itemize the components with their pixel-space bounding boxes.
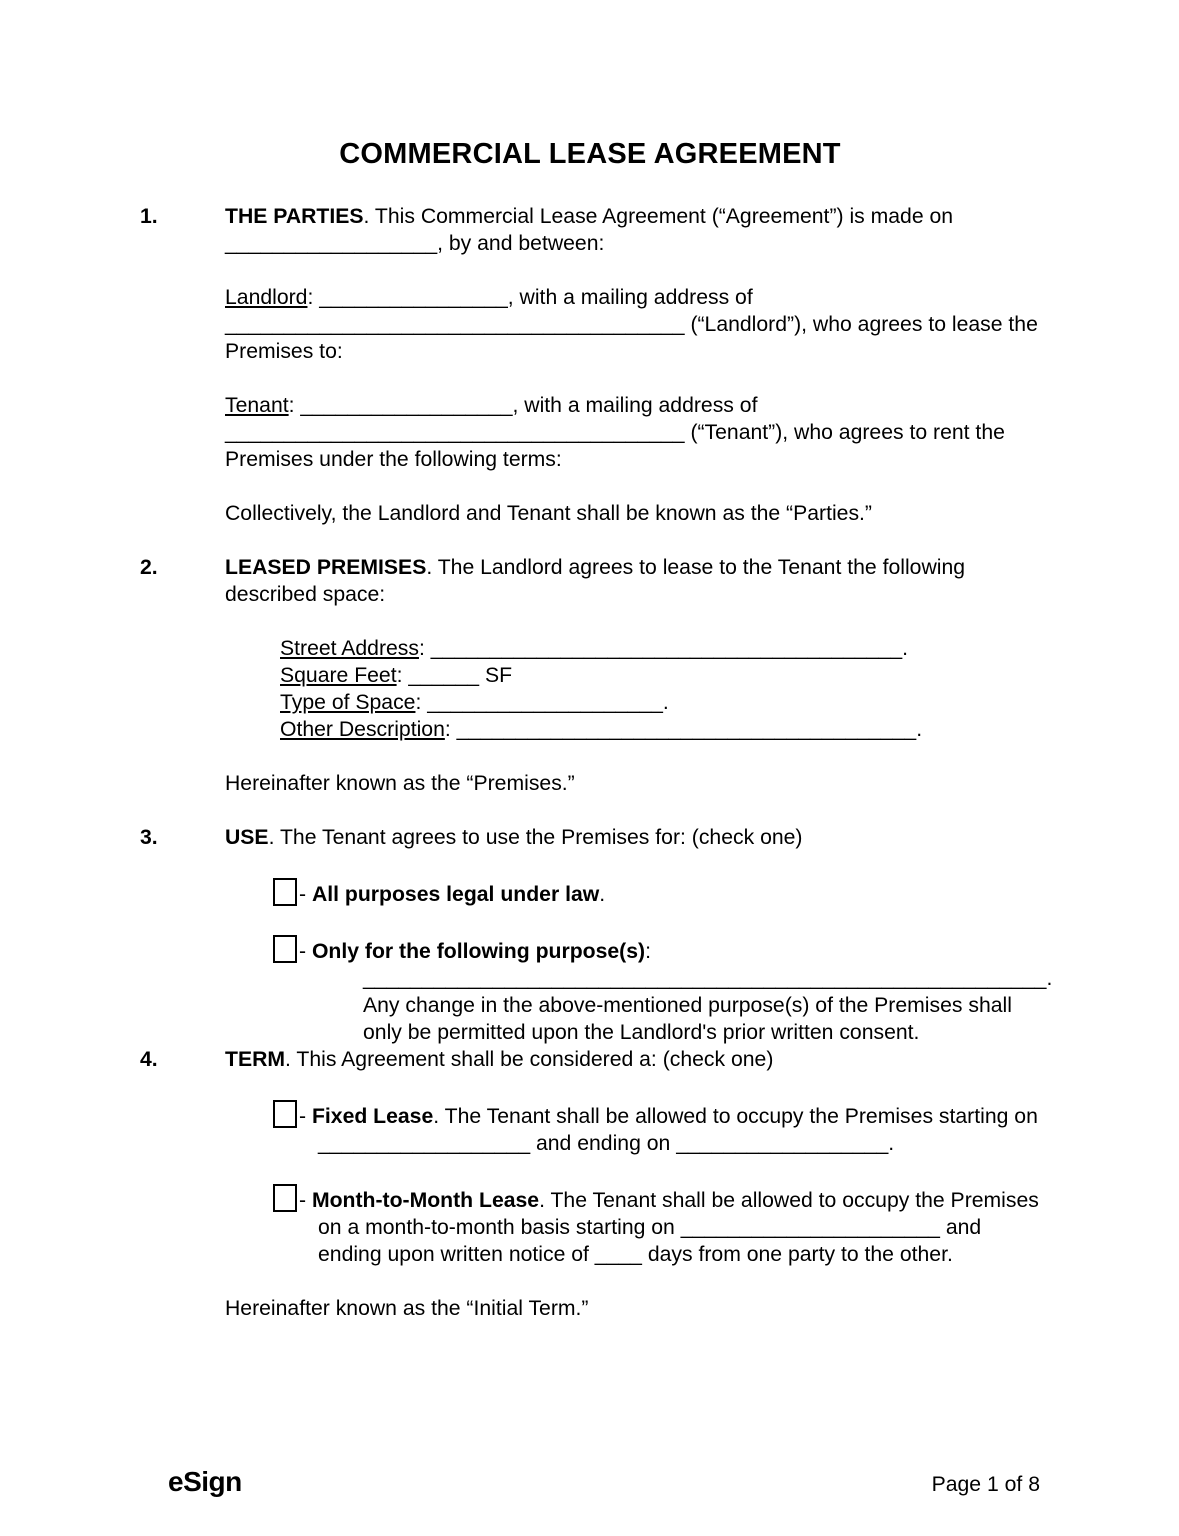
other-description-label: Other Description [280,718,445,741]
section-2-heading: LEASED PREMISES [225,556,427,579]
type-of-space-blank[interactable]: : ____________________. [415,691,669,714]
landlord-clause [225,284,1040,365]
street-address-blank[interactable]: : ________________________________________. [418,637,908,660]
section-3-intro [225,824,1040,851]
fixed-lease-text: . The Tenant shall be allowed to occupy the Premises starting on __________________ and ending on __________________. [318,1105,1038,1155]
specific-purpose-tail: : [645,940,651,963]
type-of-space-field [280,689,1040,716]
section-3-body: . The Tenant agrees to use the Premises for: (check one) [268,826,803,849]
premises-fields [280,635,1040,743]
section-the-parties [140,203,1040,527]
square-feet-label: Square Feet [280,664,397,687]
tenant-label: Tenant [225,394,289,417]
month-to-month-checkbox[interactable] [273,1184,297,1212]
all-purposes-label: All purposes legal under law [311,883,600,906]
page-footer [140,1468,1040,1498]
use-option-specific-purpose [273,935,1053,1046]
street-address-field [280,635,1040,662]
document-title: COMMERCIAL LEASE AGREEMENT [339,138,841,170]
section-1-intro [225,203,1040,257]
purpose-change-note: Any change in the above-mentioned purpose(s) of the Premises shall only be permitted upon the Landlord's prior written consent. [363,994,1012,1044]
checkbox-dash: - [299,940,312,963]
type-of-space-label: Type of Space [280,691,416,714]
section-use [140,824,1053,1046]
initial-term-note: Hereinafter known as the “Initial Term.” [225,1297,589,1320]
tenant-clause-text: : __________________, with a mailing address of _______________________________________ (“Tenant”), who agrees to rent the Premises under the following terms: [225,394,1005,471]
page-number: Page 1 of 8 [931,1473,1040,1496]
all-purposes-tail: . [599,883,606,906]
section-3-number: 3. [140,826,158,849]
month-to-month-label: Month-to-Month Lease [311,1189,540,1212]
landlord-clause-text: : ________________, with a mailing address of _______________________________________ (“Landlord”), who agrees to lease the Premises to: [225,286,1038,363]
square-feet-field [280,662,1040,689]
tenant-clause [225,392,1040,473]
term-option-month-to-month [273,1184,1040,1268]
use-option-all-purposes [273,878,1040,908]
checkbox-dash: - [299,1105,312,1128]
month-to-month-text: . The Tenant shall be allowed to occupy the Premises on a month-to-month basis starting on ______________________ and ending upon written notice of ____ days from one party to the other. [318,1189,1039,1266]
checkbox-dash: - [299,1189,312,1212]
section-1-number: 1. [140,205,158,228]
landlord-label: Landlord [225,286,308,309]
section-2-body: . The Landlord agrees to lease to the Tenant the following described space: [225,556,966,606]
section-3-heading: USE [225,826,269,849]
street-address-label: Street Address [280,637,419,660]
section-4-number: 4. [140,1048,158,1071]
section-2-intro [225,554,1040,608]
section-2-number: 2. [140,556,158,579]
other-description-blank[interactable]: : _______________________________________. [444,718,923,741]
section-4-body: . This Agreement shall be considered a: (check one) [285,1048,774,1071]
parties-collective-clause: Collectively, the Landlord and Tenant shall be known as the “Parties.” [225,502,872,525]
all-purposes-checkbox[interactable] [273,878,297,906]
section-4-heading: TERM [225,1048,286,1071]
section-1-body: . This Commercial Lease Agreement (“Agreement”) is made on __________________, by and between: [225,205,954,255]
section-leased-premises [140,554,1040,797]
premises-note: Hereinafter known as the “Premises.” [225,772,575,795]
checkbox-dash: - [299,883,312,906]
specific-purpose-checkbox[interactable] [273,935,297,963]
specific-purpose-label: Only for the following purpose(s) [311,940,646,963]
term-option-fixed-lease [273,1100,1040,1157]
square-feet-blank[interactable]: : ______ SF [396,664,513,687]
specific-purpose-blank[interactable]: __________________________________________________________. [363,967,1053,990]
section-1-heading: THE PARTIES [225,205,364,228]
esign-logo: eSign [168,1466,242,1497]
section-term [140,1046,1040,1322]
fixed-lease-label: Fixed Lease [311,1105,434,1128]
fixed-lease-checkbox[interactable] [273,1100,297,1128]
other-description-field [280,716,1040,743]
section-4-intro [225,1046,1040,1073]
